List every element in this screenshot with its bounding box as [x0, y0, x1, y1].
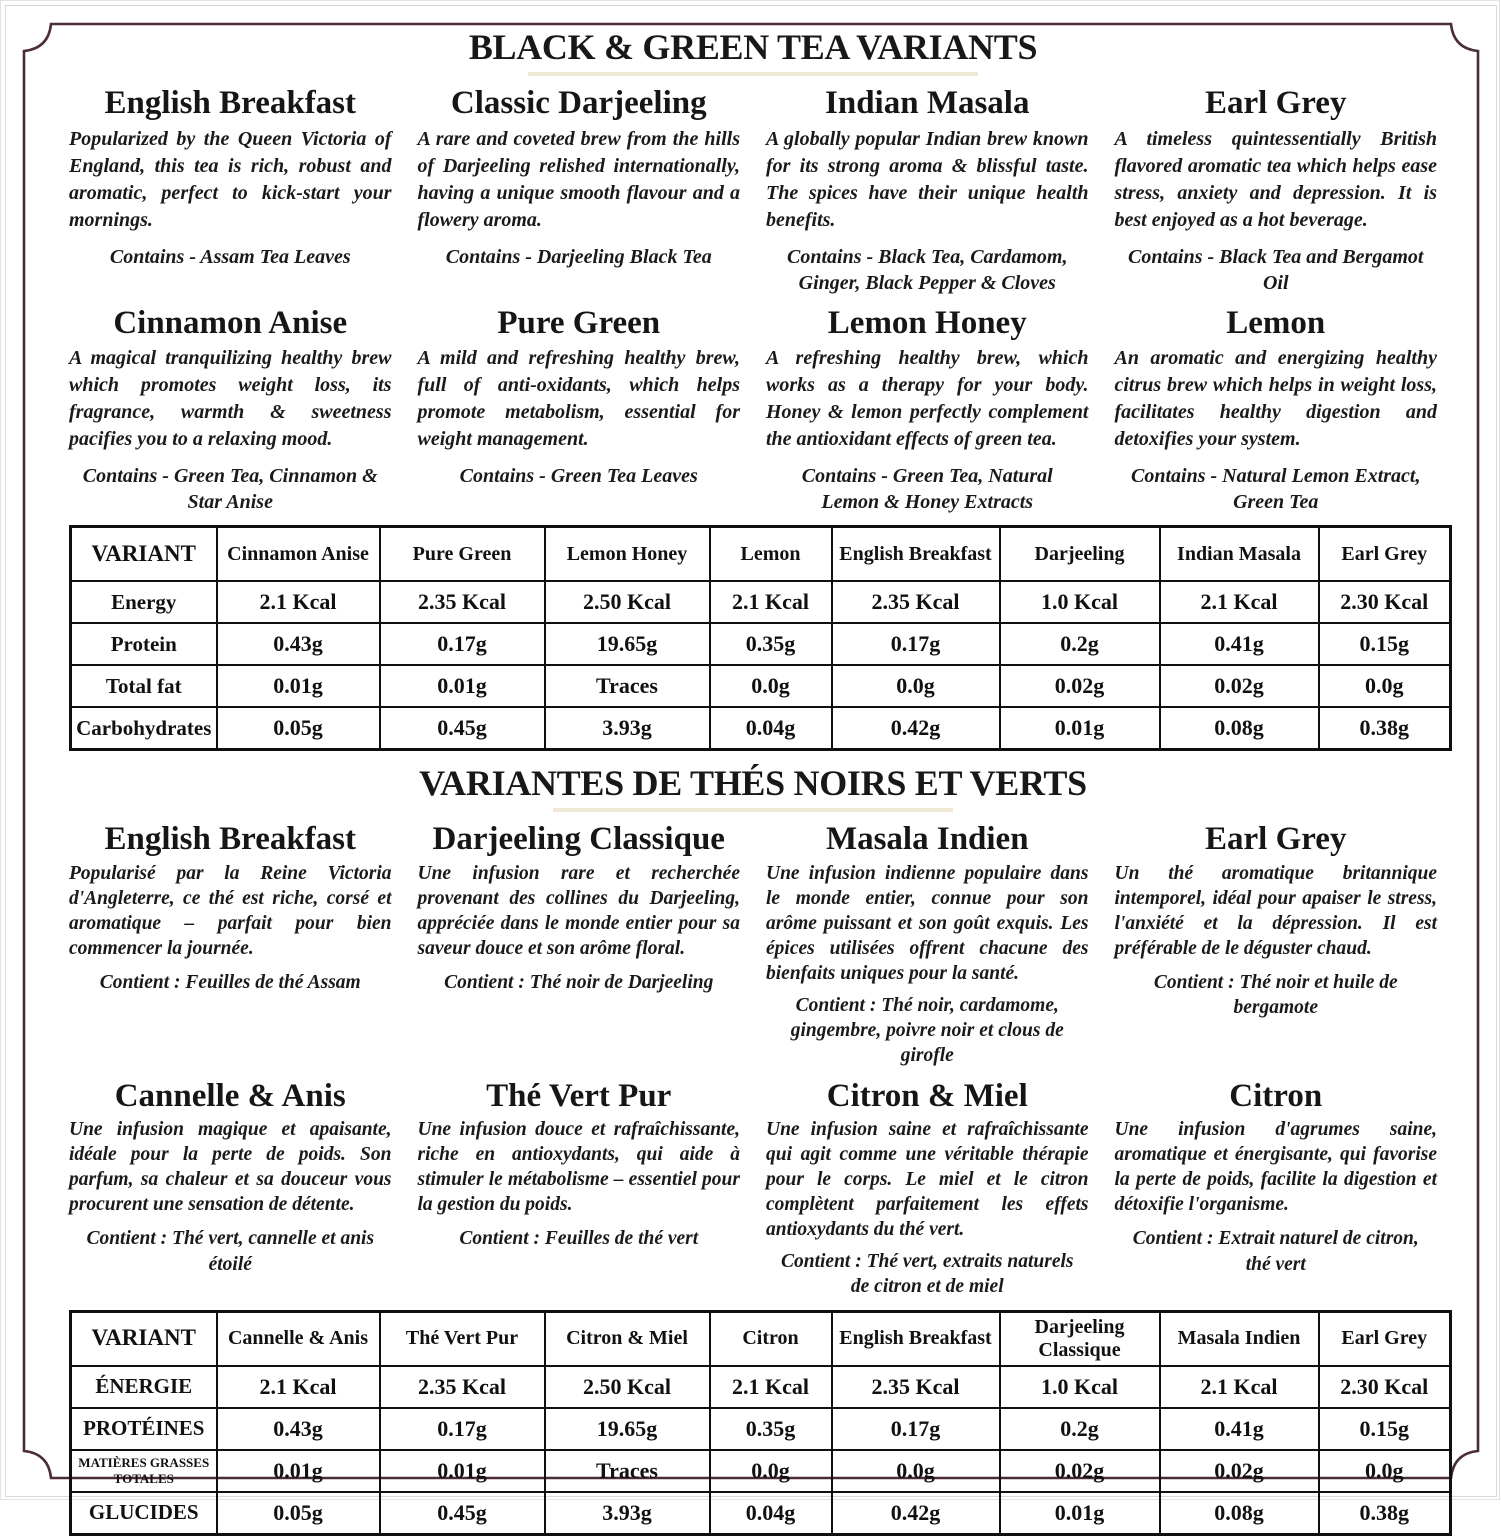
- table-header-cell: Pure Green: [380, 527, 545, 582]
- tea-card-description: Une infusion saine et rafraîchissante qui agit comme une véritable thérapie pour le corps. Le miel et le citron complètent parfaitement les effets antioxydants du thé vert.: [766, 1119, 1089, 1240]
- table-value-cell: 0.0g: [710, 1450, 832, 1492]
- tea-card-citron: [1115, 1077, 1438, 1300]
- table-value-cell: 19.65g: [545, 1408, 710, 1450]
- table-value-cell: 2.30 Kcal: [1319, 581, 1451, 623]
- table-value-cell: 0.42g: [832, 1492, 1000, 1535]
- table-header-cell: Masala Indien: [1160, 1311, 1319, 1366]
- tea-card-description: A magical tranquilizing healthy brew which promotes weight loss, its fragrance, warmth & sweetness pacifies you to a relaxing mood.: [69, 347, 392, 451]
- tea-card-title: English Breakfast: [104, 821, 357, 858]
- table-value-cell: 0.38g: [1319, 707, 1451, 750]
- table-value-cell: 0.04g: [710, 707, 832, 750]
- table-value-cell: 0.45g: [380, 1492, 545, 1535]
- table-value-cell: 2.50 Kcal: [545, 1366, 710, 1408]
- table-row-total-fat: [71, 665, 1451, 707]
- table-row-carbohydrates: [71, 707, 1451, 750]
- table-header-cell: Citron & Miel: [545, 1311, 710, 1366]
- table-value-cell: 0.01g: [1000, 1492, 1160, 1535]
- tea-card-darjeeling-classique: [418, 820, 741, 1068]
- table-value-cell: 0.01g: [217, 665, 380, 707]
- tea-card-title: Masala Indien: [825, 821, 1029, 858]
- tea-card-contains: Contains - Assam Tea Leaves: [109, 245, 351, 268]
- tea-card-contains: Contient : Feuilles de thé Assam: [99, 971, 361, 993]
- table-row-energie: [71, 1366, 1451, 1408]
- tea-card-contains: Contient : Thé vert, extraits naturels de citron et de miel: [780, 1250, 1074, 1298]
- tea-card-cannelle-anis: [69, 1077, 392, 1300]
- tea-card-contains: Contains - Green Tea, Cinnamon & Star Anise: [82, 465, 378, 514]
- table-value-cell: 0.05g: [217, 1492, 380, 1535]
- table-value-cell: 0.02g: [1160, 1450, 1319, 1492]
- table-value-cell: 0.02g: [1160, 665, 1319, 707]
- tea-card-title: Citron & Miel: [826, 1077, 1028, 1114]
- table-row-matieres-grasses: [71, 1450, 1451, 1492]
- table-value-cell: 0.02g: [1000, 1450, 1160, 1492]
- tea-card-title: Cinnamon Anise: [113, 304, 348, 341]
- tea-card-contains: Contient : Feuilles de thé vert: [459, 1228, 699, 1250]
- table-value-cell: 0.35g: [710, 623, 832, 665]
- tea-card-earl-grey-fr: [1115, 820, 1438, 1068]
- table-header-cell: VARIANT: [71, 527, 217, 582]
- tea-card-description: A refreshing healthy brew, which works as a therapy for your body. Honey & lemon perfectly complement the antioxidant effects of green tea.: [766, 347, 1089, 451]
- tea-card-description: A globally popular Indian brew known for its strong aroma & blissful taste. The spices have their unique health benefits.: [766, 127, 1089, 231]
- table-row-label: ÉNERGIE: [71, 1366, 217, 1408]
- table-header-cell: Cinnamon Anise: [217, 527, 380, 582]
- table-row-label: Energy: [71, 581, 217, 623]
- table-value-cell: 2.1 Kcal: [710, 581, 832, 623]
- tea-card-title: Classic Darjeeling: [450, 85, 707, 121]
- en-cards-row-1: [69, 84, 1437, 296]
- fr-section-title: VARIANTES DE THÉS NOIRS ET VERTS: [419, 763, 1087, 804]
- table-value-cell: 2.1 Kcal: [1160, 1366, 1319, 1408]
- fr-nutrition-table: [69, 1310, 1452, 1536]
- table-value-cell: 0.41g: [1160, 623, 1319, 665]
- tea-card-description: Une infusion magique et apaisante, idéale pour la perte de poids. Son parfum, sa chaleur et sa douceur vous procurent une sensation de détente.: [69, 1119, 392, 1216]
- table-value-cell: 0.08g: [1160, 707, 1319, 750]
- table-value-cell: 0.43g: [217, 1408, 380, 1450]
- tea-card-title: Lemon: [1226, 304, 1326, 341]
- table-value-cell: 2.1 Kcal: [217, 1366, 380, 1408]
- table-value-cell: 2.35 Kcal: [380, 1366, 545, 1408]
- tea-card-contains: Contains - Darjeeling Black Tea: [445, 245, 712, 268]
- table-value-cell: 0.15g: [1319, 1408, 1451, 1450]
- table-row-label: Protein: [71, 623, 217, 665]
- tea-card-title: Earl Grey: [1205, 821, 1347, 858]
- tea-card-lemon: [1115, 304, 1438, 516]
- table-row-glucides: [71, 1492, 1451, 1535]
- label-content: [1, 1, 1499, 1536]
- table-header-cell: Earl Grey: [1319, 1311, 1451, 1366]
- table-value-cell: 0.0g: [710, 665, 832, 707]
- tea-card-the-vert-pur: [418, 1077, 741, 1300]
- fr-cards-row-1: [69, 820, 1437, 1068]
- tea-card-english-breakfast-fr: [69, 820, 392, 1068]
- tea-card-description: Un thé aromatique britannique intemporel, idéal pour apaiser le stress, l'anxiété et la dépression. Il est préférable de le déguster chaud.: [1114, 862, 1437, 959]
- tea-card-description: Popularisé par la Reine Victoria d'Angleterre, ce thé est riche, corsé et aromatique – parfait pour bien commencer la journée.: [69, 862, 392, 959]
- table-header-cell: Earl Grey: [1319, 527, 1451, 582]
- table-value-cell: 2.35 Kcal: [832, 581, 1000, 623]
- table-value-cell: 0.43g: [217, 623, 380, 665]
- tea-card-contains: Contient : Thé noir et huile de bergamote: [1153, 971, 1398, 1019]
- tea-card-lemon-honey: [766, 304, 1089, 516]
- fr-cards-row-2: [69, 1077, 1437, 1300]
- table-value-cell: 3.93g: [545, 707, 710, 750]
- table-value-cell: 0.05g: [217, 707, 380, 750]
- table-value-cell: 0.17g: [380, 623, 545, 665]
- tea-card-title: Darjeeling Classique: [432, 821, 725, 858]
- en-cards-row-2: [69, 304, 1437, 516]
- tea-card-description: Une infusion d'agrumes saine, aromatique et énergisante, qui favorise la perte de poids, facilite la digestion et détoxifie l'organisme.: [1114, 1119, 1437, 1216]
- table-value-cell: Traces: [545, 1450, 710, 1492]
- tea-card-contains: Contains - Black Tea and Bergamot Oil: [1128, 245, 1424, 294]
- tea-card-masala-indien: [766, 820, 1089, 1068]
- table-value-cell: 0.17g: [380, 1408, 545, 1450]
- tea-card-cinnamon-anise: [69, 304, 392, 516]
- table-row-protein: [71, 623, 1451, 665]
- table-header-cell: Lemon Honey: [545, 527, 710, 582]
- tea-card-earl-grey: [1115, 84, 1438, 296]
- tea-card-description: Une infusion rare et recherchée provenant des collines du Darjeeling, appréciée dans le monde entier pour sa saveur douce et son arôme floral.: [417, 862, 740, 959]
- tea-card-contains: Contient : Thé vert, cannelle et anis étoilé: [86, 1228, 375, 1275]
- table-value-cell: 0.41g: [1160, 1408, 1319, 1450]
- tea-card-contains: Contient : Thé noir, cardamome, gingembre, poivre noir et clous de girofle: [790, 994, 1064, 1067]
- tea-card-description: Popularized by the Queen Victoria of England, this tea is rich, robust and aromatic, perfect to kick-start your mornings.: [69, 127, 392, 231]
- table-row-proteines: [71, 1408, 1451, 1450]
- tea-card-description: Une infusion douce et rafraîchissante, riche en antioxydants, qui aide à stimuler le métabolisme – essentiel pour la gestion du poids.: [417, 1119, 740, 1216]
- tea-card-contains: Contient : Extrait naturel de citron, thé vert: [1132, 1228, 1419, 1275]
- table-value-cell: 2.50 Kcal: [545, 581, 710, 623]
- table-value-cell: 0.2g: [1000, 623, 1160, 665]
- tea-card-description: Une infusion indienne populaire dans le monde entier, connue pour son arôme puissant et son goût exquis. Les épices utilisées offrent chacune des bienfaits uniques pour la santé.: [766, 862, 1089, 984]
- table-value-cell: 0.17g: [832, 623, 1000, 665]
- tea-card-title: English Breakfast: [104, 85, 357, 121]
- table-value-cell: 2.35 Kcal: [380, 581, 545, 623]
- tea-card-description: An aromatic and energizing healthy citrus brew which helps in weight loss, facilitates healthy digestion and detoxifies your system.: [1114, 347, 1437, 451]
- tea-card-contains: Contient : Thé noir de Darjeeling: [444, 971, 714, 993]
- table-value-cell: 0.08g: [1160, 1492, 1319, 1535]
- table-value-cell: 2.30 Kcal: [1319, 1366, 1451, 1408]
- table-value-cell: 0.01g: [380, 665, 545, 707]
- tea-card-description: A mild and refreshing healthy brew, full of anti-oxidants, which helps promote metabolism, essential for weight management.: [417, 347, 740, 451]
- table-value-cell: 0.45g: [380, 707, 545, 750]
- table-value-cell: 0.0g: [832, 1450, 1000, 1492]
- table-value-cell: 0.35g: [710, 1408, 832, 1450]
- table-value-cell: 0.0g: [1319, 665, 1451, 707]
- title-underline: [553, 808, 953, 812]
- table-value-cell: 3.93g: [545, 1492, 710, 1535]
- table-value-cell: 0.04g: [710, 1492, 832, 1535]
- tea-card-title: Cannelle & Anis: [114, 1077, 346, 1114]
- table-header-row: [71, 527, 1451, 582]
- tea-card-description: A timeless quintessentially British flavored aromatic tea which helps ease stress, anxiety and depression. It is best enjoyed as a hot beverage.: [1114, 127, 1437, 231]
- tea-card-contains: Contains - Natural Lemon Extract, Green Tea: [1131, 465, 1421, 514]
- tea-card-contains: Contains - Green Tea Leaves: [459, 465, 698, 488]
- table-value-cell: 0.2g: [1000, 1408, 1160, 1450]
- table-row-label: GLUCIDES: [71, 1492, 217, 1535]
- table-header-cell: Cannelle & Anis: [217, 1311, 380, 1366]
- table-value-cell: 0.0g: [832, 665, 1000, 707]
- table-header-cell: Darjeeling Classique: [1000, 1311, 1160, 1366]
- table-value-cell: 0.01g: [380, 1450, 545, 1492]
- table-value-cell: Traces: [545, 665, 710, 707]
- tea-card-title: Lemon Honey: [827, 304, 1027, 341]
- table-value-cell: 0.0g: [1319, 1450, 1451, 1492]
- table-value-cell: 19.65g: [545, 623, 710, 665]
- table-header-cell: English Breakfast: [832, 527, 1000, 582]
- en-section-title: BLACK & GREEN TEA VARIANTS: [468, 27, 1038, 67]
- table-value-cell: 2.1 Kcal: [710, 1366, 832, 1408]
- table-header-cell: Citron: [710, 1311, 832, 1366]
- tea-card-description: A rare and coveted brew from the hills of Darjeeling relished internationally, having a unique smooth flavour and a flowery aroma.: [417, 127, 740, 231]
- table-row-label: Total fat: [71, 665, 217, 707]
- table-value-cell: 2.1 Kcal: [1160, 581, 1319, 623]
- tea-card-title: Thé Vert Pur: [486, 1077, 672, 1114]
- table-value-cell: 2.35 Kcal: [832, 1366, 1000, 1408]
- tea-card-title: Pure Green: [497, 304, 661, 341]
- tea-card-contains: Contains - Green Tea, Natural Lemon & Honey Extracts: [801, 465, 1053, 514]
- tea-card-english-breakfast: [69, 84, 392, 296]
- table-row-label: PROTÉINES: [71, 1408, 217, 1450]
- table-value-cell: 0.01g: [217, 1450, 380, 1492]
- table-value-cell: 1.0 Kcal: [1000, 581, 1160, 623]
- table-header-cell: Indian Masala: [1160, 527, 1319, 582]
- tea-card-indian-masala: [766, 84, 1089, 296]
- table-value-cell: 1.0 Kcal: [1000, 1366, 1160, 1408]
- table-header-cell: Lemon: [710, 527, 832, 582]
- title-underline: [528, 72, 978, 76]
- table-header-row: [71, 1311, 1451, 1366]
- table-row-label: MATIÈRES GRASSES TOTALES: [71, 1450, 217, 1492]
- table-header-cell: VARIANT: [71, 1311, 217, 1366]
- table-value-cell: 0.15g: [1319, 623, 1451, 665]
- table-row-label: Carbohydrates: [71, 707, 217, 750]
- tea-card-pure-green: [418, 304, 741, 516]
- table-value-cell: 0.42g: [832, 707, 1000, 750]
- table-header-cell: English Breakfast: [832, 1311, 1000, 1366]
- table-value-cell: 0.01g: [1000, 707, 1160, 750]
- tea-card-title: Earl Grey: [1205, 85, 1347, 121]
- table-header-cell: Darjeeling: [1000, 527, 1160, 582]
- tea-card-title: Citron: [1229, 1077, 1323, 1114]
- tea-card-contains: Contains - Black Tea, Cardamom, Ginger, Black Pepper & Cloves: [787, 245, 1068, 294]
- table-value-cell: 2.1 Kcal: [217, 581, 380, 623]
- table-row-energy: [71, 581, 1451, 623]
- table-value-cell: 0.38g: [1319, 1492, 1451, 1535]
- tea-card-title: Indian Masala: [825, 85, 1030, 121]
- table-header-cell: Thé Vert Pur: [380, 1311, 545, 1366]
- tea-card-citron-miel: [766, 1077, 1089, 1300]
- en-nutrition-table: [69, 525, 1452, 751]
- table-value-cell: 0.17g: [832, 1408, 1000, 1450]
- tea-card-classic-darjeeling: [418, 84, 741, 296]
- table-value-cell: 0.02g: [1000, 665, 1160, 707]
